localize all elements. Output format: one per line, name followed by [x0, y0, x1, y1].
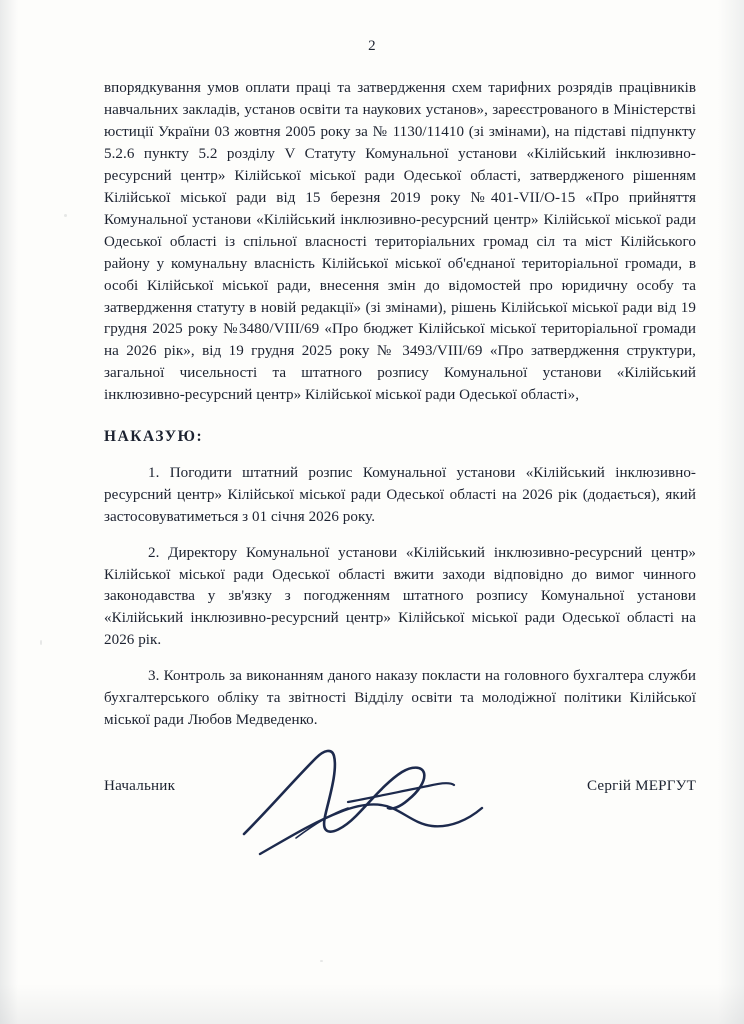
- clause-3: 3. Контроль за виконанням даного наказу покласти на головного бухгалтера служби бухгалтерського обліку та звітності Відділу освіти та молодіжної політики Кілійської міської ради Любов Медведенко.: [104, 668, 696, 729]
- scan-speck: [40, 640, 42, 645]
- scan-speck: [64, 214, 67, 217]
- scan-edge-shadow-bottom: [0, 984, 744, 1024]
- scan-edge-shadow-right: [718, 0, 744, 1024]
- clause-1: 1. Погодити штатний розпис Комунальної установи «Кілійський інклюзивно-ресурсний центр» Кілійської міської ради Одеської області на 2026 рік (додається), який застосовуватиметься з 01 січня 2026 року.: [104, 464, 696, 525]
- page-number: 2: [368, 38, 376, 54]
- clause-2: 2. Директору Комунальної установи «Кілійський інклюзивно-ресурсний центр» Кілійської міської ради Одеської області вжити заходи відповідно до вимог чинного законодавства у зв'язку з погодженням штатного розпису Комунальної установи «Кілійський інклюзивно-ресурсний центр» Кілійської міської ради Одеської області на 2026 рік.: [104, 544, 696, 649]
- handwritten-signature-icon: [236, 742, 506, 862]
- signatory-name: Сергій МЕРГУТ: [586, 778, 696, 794]
- scan-edge-shadow-left: [0, 0, 18, 1024]
- document-body: [104, 78, 696, 732]
- scan-speck: [320, 960, 323, 962]
- signature-row: [104, 778, 696, 795]
- paragraph-continuation: впорядкування умов оплати праці та затвердження схем тарифних розрядів працівників навчальних закладів, установ освіти та наукових установ», зареєстрованого в Міністерстві юстиції України 03 жовтня 2005 року за № 1130/11410 (зі змінами), на підставі підпункту 5.2.6 пункту 5.2 розділу V Статуту Комунальної установи «Кілійський інклюзивно-ресурсний центр» Кілійської міської ради Одеської області, затвердженого рішенням Кілійської міської ради від 15 березня 2019 року №401-VII/О-15 «Про прийняття Комунальної установи «Кілійський інклюзивно-ресурсний центр» Кілійської міської ради Одеської області із спільної власності територіальних громад сіл та міст Кілійського району у комунальну власність Кілійської міської об'єднаної територіальної громади, в особі Кілійської міської ради, внесення змін до відомостей про юридичну особу та затвердження статуту в новій редакції» (зі змінами), рішень Кілійської міської ради від 19 грудня 2025 року №3480/VIII/69 «Про бюджет Кілійської міської територіальної громади на 2026 рік», від 19 грудня 2025 року № 3493/VIII/69 «Про затвердження структури, загальної чисельності та штатного розпису Комунальної установи «Кілійський інклюзивно-ресурсний центр» Кілійської міської ради Одеської області»,: [104, 80, 696, 404]
- order-heading: НАКАЗУЮ:: [104, 428, 204, 446]
- signatory-title: Начальник: [104, 778, 176, 794]
